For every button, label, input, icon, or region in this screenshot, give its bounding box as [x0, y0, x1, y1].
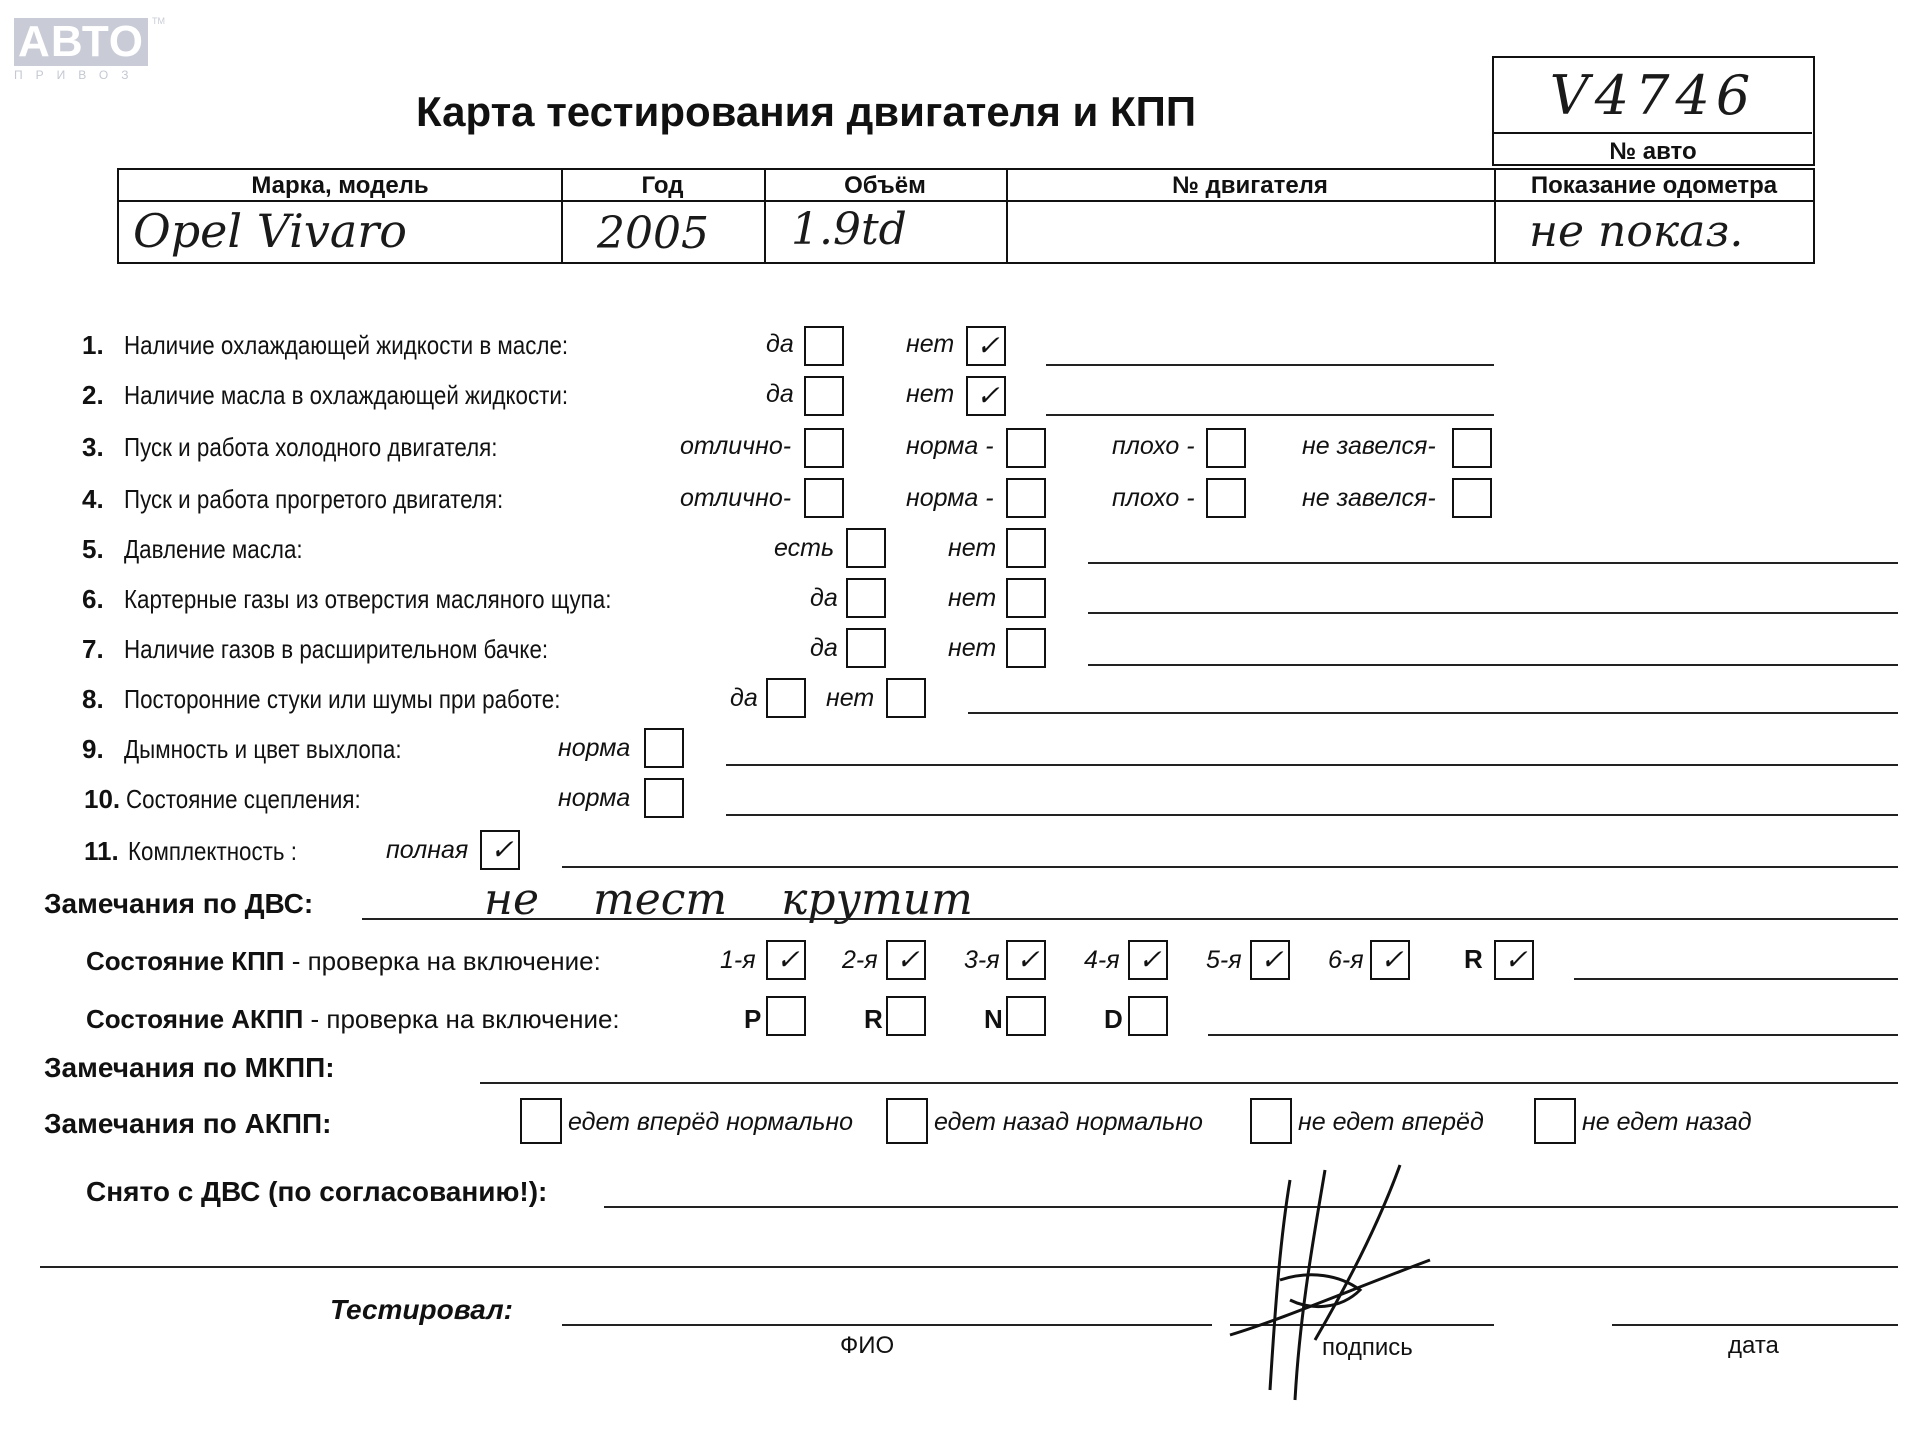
item-10-notes-line[interactable] — [726, 814, 1898, 816]
item-3-option-bad: плохо - — [1112, 432, 1195, 460]
logo: АВТО — [14, 18, 148, 66]
item-9-notes-line[interactable] — [726, 764, 1898, 766]
item-4-option-normal: норма - — [906, 484, 994, 512]
item-11-option-full: полная — [386, 836, 469, 864]
auto-position-p-label: P — [744, 1004, 762, 1034]
item-8-number: 8. — [82, 684, 104, 714]
gear-4-checkbox[interactable] — [1128, 940, 1168, 980]
remarks-auto-option-no-reverse: не едет назад — [1582, 1108, 1752, 1136]
auto-gearbox-notes-line[interactable] — [1208, 1034, 1898, 1036]
item-3-label: Пуск и работа холодного двигателя: — [124, 432, 498, 462]
item-1-number: 1. — [82, 330, 104, 360]
remarks-manual-line[interactable] — [480, 1082, 1898, 1084]
gearbox-notes-line[interactable] — [1574, 978, 1898, 980]
item-2-option-yes: да — [766, 380, 794, 408]
check-mark: ✓ — [976, 329, 1000, 362]
item-4-number: 4. — [82, 484, 104, 514]
auto-gearbox-label — [86, 1004, 620, 1035]
item-2-number: 2. — [82, 380, 104, 410]
item-7-checkbox-no[interactable] — [1006, 628, 1046, 668]
item-5-option-present: есть — [774, 534, 835, 562]
vehicle-table — [117, 168, 1815, 264]
value-year[interactable]: 2005 — [597, 208, 709, 259]
item-3-checkbox-bad[interactable] — [1206, 428, 1246, 468]
item-6-checkbox-yes[interactable] — [846, 578, 886, 618]
removed-line-2[interactable] — [40, 1266, 1898, 1268]
item-11-notes-line[interactable] — [562, 866, 1898, 868]
gear-3-label: 3-я — [964, 946, 1000, 974]
item-3-number: 3. — [82, 432, 104, 462]
item-8-checkbox-yes[interactable] — [766, 678, 806, 718]
item-5-number: 5. — [82, 534, 104, 564]
item-3-checkbox-not-started[interactable] — [1452, 428, 1492, 468]
auto-gearbox-label-rest: - проверка на включение: — [303, 1004, 620, 1034]
item-8-option-no: нет — [826, 684, 875, 712]
item-2-checkbox-yes[interactable] — [804, 376, 844, 416]
logo-trademark: TM — [152, 16, 165, 26]
item-4-checkbox-bad[interactable] — [1206, 478, 1246, 518]
item-3-option-not-started: не завелся- — [1302, 432, 1436, 460]
item-7-number: 7. — [82, 634, 104, 664]
item-3-checkbox-excellent[interactable] — [804, 428, 844, 468]
signature-drawing — [1220, 1160, 1450, 1410]
item-2-label: Наличие масла в охлаждающей жидкости: — [124, 380, 569, 410]
header-volume: Объём — [844, 172, 926, 199]
gear-5-checkbox[interactable] — [1250, 940, 1290, 980]
tested-fio-line[interactable] — [562, 1324, 1212, 1326]
item-11-checkbox-full[interactable] — [480, 830, 520, 870]
tested-signature-caption: подпись — [1322, 1334, 1413, 1361]
item-10-checkbox-normal[interactable] — [644, 778, 684, 818]
logo-subtitle: ПРИВОЗ — [14, 68, 142, 82]
item-4-checkbox-not-started[interactable] — [1452, 478, 1492, 518]
header-odometer: Показание одометра — [1530, 172, 1778, 199]
tested-label: Тестировал: — [330, 1294, 513, 1325]
item-4-option-bad: плохо - — [1112, 484, 1195, 512]
item-7-option-no: нет — [948, 634, 997, 662]
auto-position-n-label: N — [984, 1004, 1003, 1034]
value-volume[interactable]: 1.9td — [791, 204, 907, 255]
item-3-checkbox-normal[interactable] — [1006, 428, 1046, 468]
page-title: Карта тестирования двигателя и КПП — [416, 88, 1197, 135]
item-8-label: Посторонние стуки или шумы при работе: — [124, 684, 561, 714]
gear-r-checkbox[interactable] — [1494, 940, 1534, 980]
remarks-ice-line[interactable] — [362, 918, 1898, 920]
remarks-auto-label: Замечания по АКПП: — [44, 1108, 332, 1139]
remarks-auto-option-forward-ok: едет вперёд нормально — [568, 1108, 854, 1136]
item-5-label: Давление масла: — [124, 534, 303, 564]
check-mark: ✓ — [976, 379, 1000, 412]
item-4-label: Пуск и работа прогретого двигателя: — [124, 484, 504, 514]
item-7-notes-line[interactable] — [1088, 664, 1898, 666]
item-6-notes-line[interactable] — [1088, 612, 1898, 614]
auto-gearbox-label-bold: Состояние АКПП — [86, 1004, 304, 1034]
check-mark: ✓ — [1138, 943, 1162, 976]
item-9-checkbox-normal[interactable] — [644, 728, 684, 768]
item-6-option-no: нет — [948, 584, 997, 612]
remarks-auto-checkbox-no-forward[interactable] — [1250, 1098, 1292, 1144]
tested-date-line[interactable] — [1612, 1324, 1898, 1326]
auto-position-d-label: D — [1104, 1004, 1123, 1034]
gear-2-checkbox[interactable] — [886, 940, 926, 980]
item-8-notes-line[interactable] — [968, 712, 1898, 714]
check-mark: ✓ — [1016, 943, 1040, 976]
gearbox-label-rest: - проверка на включение: — [284, 946, 601, 976]
item-3-option-excellent: отлично- — [680, 432, 792, 460]
auto-position-d-checkbox[interactable] — [1128, 996, 1168, 1036]
item-4-checkbox-excellent[interactable] — [804, 478, 844, 518]
remarks-auto-option-no-forward: не едет вперёд — [1298, 1108, 1484, 1136]
auto-position-r-checkbox[interactable] — [886, 996, 926, 1036]
item-1-notes-line[interactable] — [1046, 364, 1494, 366]
item-8-checkbox-no[interactable] — [886, 678, 926, 718]
remarks-manual-label: Замечания по МКПП: — [44, 1052, 335, 1083]
item-7-option-yes: да — [810, 634, 838, 662]
tested-date-caption: дата — [1728, 1332, 1779, 1359]
item-9-number: 9. — [82, 734, 104, 764]
item-10-label: Состояние сцепления: — [126, 784, 361, 814]
item-4-checkbox-normal[interactable] — [1006, 478, 1046, 518]
header-year: Год — [641, 172, 684, 199]
gear-3-checkbox[interactable] — [1006, 940, 1046, 980]
auto-position-n-checkbox[interactable] — [1006, 996, 1046, 1036]
item-2-notes-line[interactable] — [1046, 414, 1494, 416]
item-6-checkbox-no[interactable] — [1006, 578, 1046, 618]
gear-4-label: 4-я — [1084, 946, 1120, 974]
item-7-checkbox-yes[interactable] — [846, 628, 886, 668]
gear-1-label: 1-я — [720, 946, 756, 974]
item-1-checkbox-yes[interactable] — [804, 326, 844, 366]
gear-6-label: 6-я — [1328, 946, 1364, 974]
value-odometer[interactable]: не показ. — [1529, 206, 1744, 257]
item-4-option-not-started: не завелся- — [1302, 484, 1436, 512]
remarks-ice-label: Замечания по ДВС: — [44, 888, 314, 919]
item-4-option-excellent: отлично- — [680, 484, 792, 512]
remarks-ice-value[interactable]: не тест крутит — [484, 874, 973, 925]
item-11-label: Комплектность : — [128, 836, 297, 866]
car-number-value[interactable]: V4746 — [1549, 64, 1757, 127]
check-mark: ✓ — [1260, 943, 1284, 976]
item-11-number: 11. — [84, 836, 119, 866]
check-mark: ✓ — [1504, 943, 1528, 976]
car-number-box — [1492, 56, 1815, 166]
check-mark: ✓ — [896, 943, 920, 976]
item-2-option-no: нет — [906, 380, 955, 408]
item-1-option-no: нет — [906, 330, 955, 358]
value-brand-model[interactable]: Opel Vivaro — [133, 204, 407, 258]
gear-5-label: 5-я — [1206, 946, 1242, 974]
item-9-label: Дымность и цвет выхлопа: — [124, 734, 402, 764]
check-mark: ✓ — [490, 833, 514, 866]
gear-r-label: R — [1464, 944, 1483, 974]
remarks-auto-checkbox-reverse-ok[interactable] — [886, 1098, 928, 1144]
gearbox-label-bold: Состояние КПП — [86, 946, 285, 976]
item-1-label: Наличие охлаждающей жидкости в масле: — [124, 330, 569, 360]
item-8-option-yes: да — [730, 684, 758, 712]
item-5-checkbox-present[interactable] — [846, 528, 886, 568]
header-brand-model: Марка, модель — [251, 172, 429, 199]
item-5-option-no: нет — [948, 534, 997, 562]
remarks-auto-checkbox-forward-ok[interactable] — [520, 1098, 562, 1144]
item-6-number: 6. — [82, 584, 104, 614]
check-mark: ✓ — [776, 943, 800, 976]
tested-fio-caption: ФИО — [840, 1332, 895, 1359]
item-9-option-normal: норма — [558, 734, 631, 762]
remarks-auto-option-reverse-ok: едет назад нормально — [934, 1108, 1203, 1136]
remarks-auto-checkbox-no-reverse[interactable] — [1534, 1098, 1576, 1144]
item-1-option-yes: да — [766, 330, 794, 358]
item-10-option-normal: норма — [558, 784, 631, 812]
item-7-label: Наличие газов в расширительном бачке: — [124, 634, 549, 664]
item-5-notes-line[interactable] — [1088, 562, 1898, 564]
gearbox-label — [86, 946, 601, 977]
check-mark: ✓ — [1380, 943, 1404, 976]
item-5-checkbox-no[interactable] — [1006, 528, 1046, 568]
item-6-option-yes: да — [810, 584, 838, 612]
item-10-number: 10. — [84, 784, 121, 814]
item-2-checkbox-no[interactable] — [966, 376, 1006, 416]
gear-2-label: 2-я — [842, 946, 878, 974]
gear-6-checkbox[interactable] — [1370, 940, 1410, 980]
item-6-label: Картерные газы из отверстия масляного щупа: — [124, 584, 612, 614]
removed-label: Снято с ДВС (по согласованию!): — [86, 1176, 548, 1207]
car-number-label: № авто — [1609, 138, 1697, 165]
item-1-checkbox-no[interactable] — [966, 326, 1006, 366]
gear-1-checkbox[interactable] — [766, 940, 806, 980]
auto-position-r-label: R — [864, 1004, 883, 1034]
auto-position-p-checkbox[interactable] — [766, 996, 806, 1036]
item-3-option-normal: норма - — [906, 432, 994, 460]
header-engine-number: № двигателя — [1172, 172, 1328, 199]
